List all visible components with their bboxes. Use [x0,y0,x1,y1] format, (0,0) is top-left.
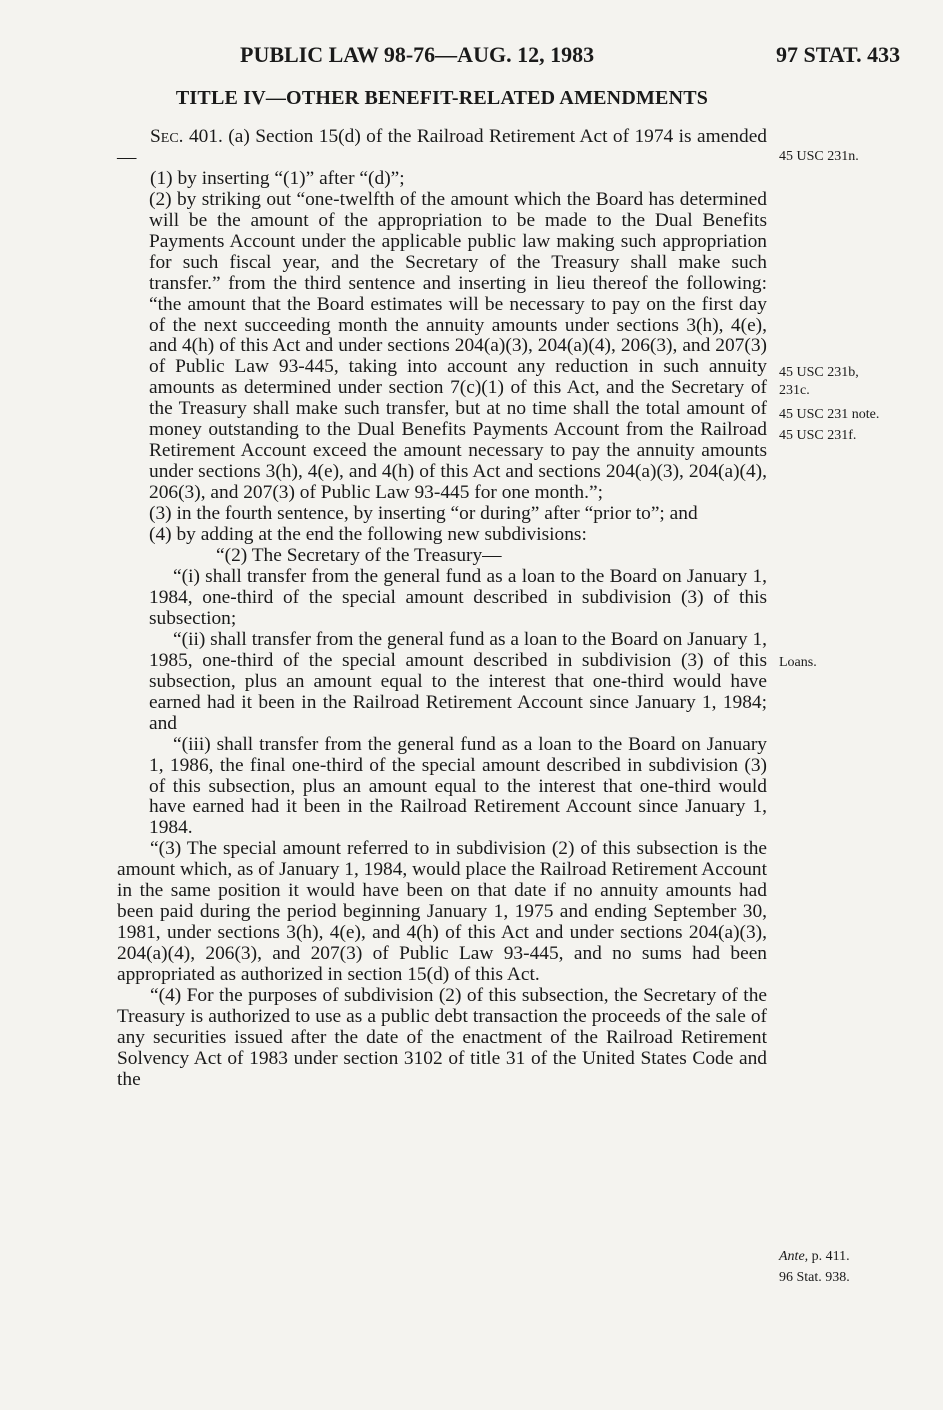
section-title: TITLE IV—OTHER BENEFIT-RELATED AMENDMENTS [175,87,709,109]
margin-note-citation [779,364,859,400]
running-title: PUBLIC LAW 98-76—AUG. 12, 1983 [240,42,595,67]
paragraph-2: (2) by striking out “one-twelfth of the amount which the Board has determined will be the amount of the appropriation to be made to the Dual Benefits Payments Account under the applicable public law making such appropriation for such fiscal year, and the Secretary of the Treasury shall make such transfer.” from the third sentence and inserting in lieu thereof the following: “the amount that the Board estimates will be necessary to pay on the first day of the next succeeding month the annuity amounts under sections 3(h), 4(e), and 4(h) of this Act and under sections 204(a)(3), 204(a)(4), 206(3), and 207(3) of Public Law 93-445, taking into account any reduction in such annuity amounts as determined under section 7(c)(1) of this Act, and the Secretary of the Treasury shall make such transfer, but at no time shall the total amount of money outstanding to the Dual Benefits Payments Account from the Railroad Retirement Account exceed the amount necessary to pay the annuity amounts under sections 3(h), 4(e), and 4(h) of this Act and sections 204(a)(3), 204(a)(4), 206(3), and 207(3) of Public Law 93-445 for one month.”; [149,188,767,504]
sec-label: Sec. [150,125,184,147]
subdivision-4: “(4) For the purposes of subdivision (2) of this subsection, the Secretary of the Treasury is authorized to use as a public debt transaction the proceeds of the sale of any securities issued after the date of the enactment of the Railroad Retirement Solvency Act of 1983 under section 3102 of title 31 of the United States Code and the [117,985,767,1090]
paragraph-1: (1) by inserting “(1)” after “(d)”; [150,167,405,189]
page-header [0,42,943,72]
margin-note-citation: 45 USC 231n. [779,149,859,164]
margin-note-line: 231c. [779,383,810,398]
clause-iii: “(iii) shall transfer from the general fund as a loan to the Board on January 1, 1986, the final one-third of the special amount described in subdivision (3) of this subsection, plus an amount equal to the interest that one-third would have earned had it been in the Railroad Retirement Account since January 1, 1984. [149,733,767,839]
margin-note-citation [779,1248,850,1266]
margin-note-line: 45 USC 231b, [779,365,859,380]
margin-note-citation: 96 Stat. 938. [779,1270,850,1285]
margin-note-citation: 45 USC 231f. [779,428,857,443]
clause-ii: “(ii) shall transfer from the general fund as a loan to the Board on January 1, 1985, one-third of the special amount described in subdivision (3) of this subsection, plus an amount equal to the interest that one-third would have earned had it been in the Railroad Retirement Account since January 1, 1984; and [149,628,767,734]
body-text [117,88,767,1091]
margin-note-loans: Loans. [779,655,817,670]
subdivision-3: “(3) The special amount referred to in subdivision (2) of this subsection is the amount which, as of January 1, 1984, would place the Railroad Retirement Account in the same position it would have been on that date if no annuity amounts had been paid during the period beginning January 1, 1975 and ending September 30, 1981, under sections 3(h), 4(e), and 4(h) of this Act and under sections 204(a)(3), 204(a)(4), 206(3), and 207(3) of Public Law 93-445, and no sums had been appropriated as authorized in section 15(d) of this Act. [117,838,767,986]
margin-note-citation: 45 USC 231 note. [779,407,880,422]
paragraph-4: (4) by adding at the end the following new subdivisions: [149,524,587,546]
subdivision-2: “(2) The Secretary of the Treasury— [216,545,502,567]
clause-i: “(i) shall transfer from the general fund as a loan to the Board on January 1, 1984, one-third of the special amount described in subdivision (3) of this subsection; [149,565,767,629]
sec-401-text: 401. (a) Section 15(d) of the Railroad Retirement Act of 1974 is amended— [117,125,767,168]
paragraph-sec-401 [117,127,767,169]
statute-page-number: 97 STAT. 433 [776,42,901,67]
paragraph-3: (3) in the fourth sentence, by inserting “or during” after “prior to”; and [149,503,698,525]
margin-note-page: p. 411. [808,1249,850,1264]
margin-note-ante: Ante, [779,1249,809,1264]
